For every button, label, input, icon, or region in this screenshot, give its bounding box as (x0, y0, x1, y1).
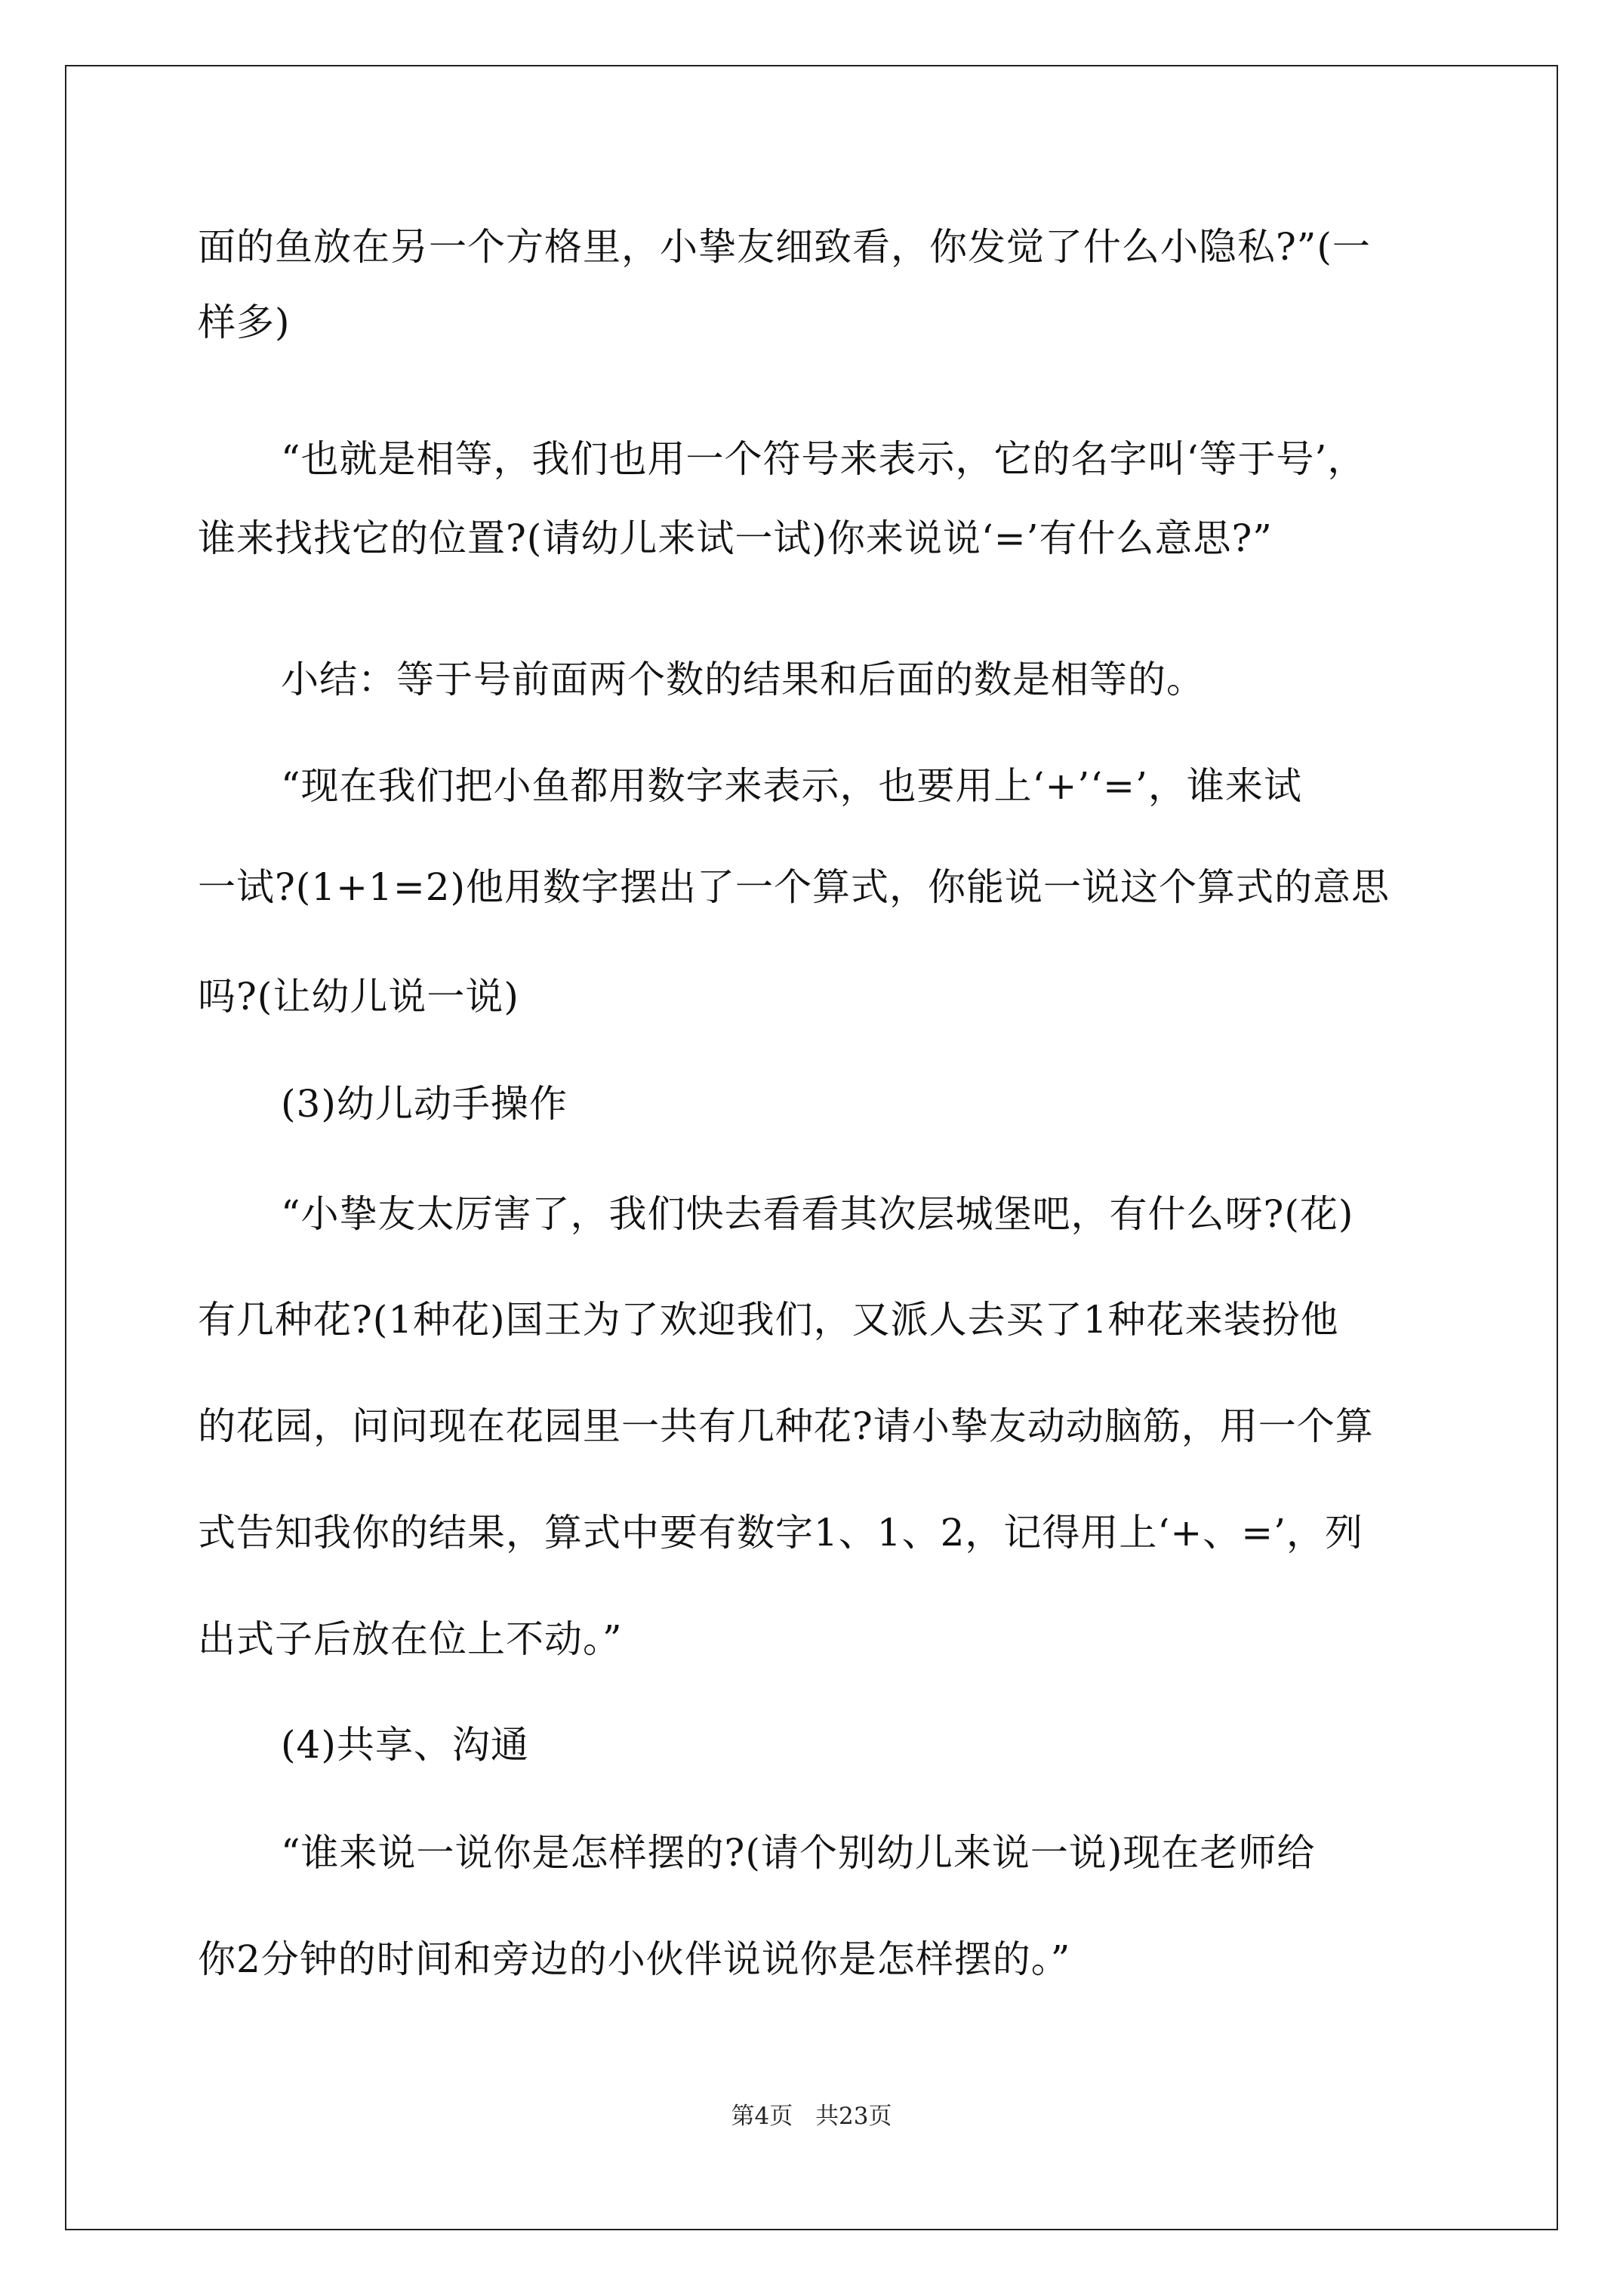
page-number: 第4页 (731, 2103, 793, 2130)
paragraph-line: 的花园，问问现在花园里一共有几种花?请小挚友动动脑筋，用一个算 (198, 1404, 1374, 1448)
paragraph-line: “现在我们把小鱼都用数字来表示，也要用上‘+’‘=’，谁来试 (281, 764, 1302, 808)
paragraph-line: 吗?(让幼儿说一说) (198, 975, 519, 1019)
summary-line: 小结：等于号前面两个数的结果和后面的数是相等的。 (281, 658, 1205, 701)
paragraph-line: 谁来找找它的位置?(请幼儿来试一试)你来说说‘=’有什么意思?” (198, 516, 1273, 560)
section-heading: (3)幼儿动手操作 (281, 1082, 568, 1126)
paragraph-line: 你2分钟的时间和旁边的小伙伴说说你是怎样摆的。” (198, 1937, 1071, 1981)
page-footer (0, 2101, 1623, 2131)
paragraph-line: 有几种花?(1种花)国王为了欢迎我们，又派人去买了1种花来装扮他 (198, 1298, 1339, 1342)
paragraph-line: 样多) (198, 300, 291, 344)
paragraph-line: “也就是相等，我们也用一个符号来表示，它的名字叫‘等于号’， (281, 437, 1366, 481)
page-total: 共23页 (815, 2103, 892, 2130)
paragraph-line: “小挚友太厉害了，我们快去看看其次层城堡吧，有什么呀?(花) (281, 1192, 1354, 1236)
paragraph-line: “谁来说一说你是怎样摆的?(请个别幼儿来说一说)现在老师给 (281, 1831, 1316, 1875)
paragraph-line: 式告知我你的结果，算式中要有数字1、1、2，记得用上‘+、=’，列 (198, 1511, 1364, 1555)
page-border (65, 65, 1558, 2230)
paragraph-line: 出式子后放在位上不动。” (198, 1617, 623, 1661)
section-heading: (4)共享、沟通 (281, 1723, 529, 1767)
paragraph-line: 一试?(1+1=2)他用数字摆出了一个算式，你能说一说这个算式的意思 (198, 865, 1390, 909)
paragraph-line: 面的鱼放在另一个方格里，小挚友细致看，你发觉了什么小隐私?”(一 (198, 225, 1371, 269)
